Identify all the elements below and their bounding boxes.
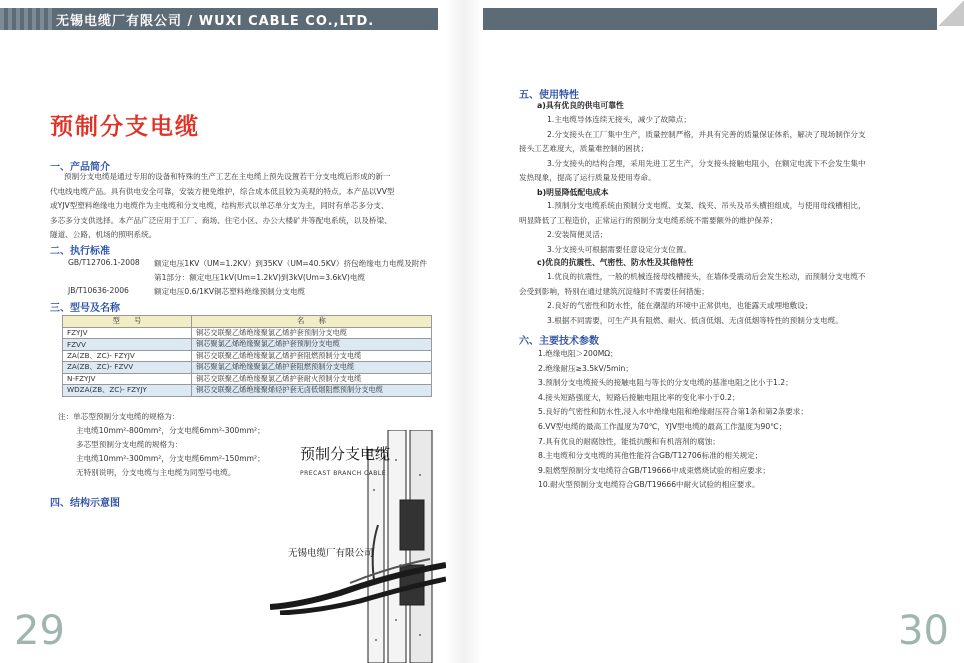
header-stripe [0,8,52,30]
feature-c-body [519,270,914,328]
section-standards-title: 二、执行标准 [50,246,110,257]
feature-line: 3.分支接头的结构合理，采用先进工艺生产，分支接头接触电阻小，在额定电流下不会发生集中 [547,158,866,168]
feature-line: 3.分支接头可根据需要任意设定分支位置。 [547,244,691,254]
feature-line: 接头工艺难度大，质量难控制的困扰； [519,144,649,153]
table-cell-model: ZA(ZB、ZC)- FZYJV [63,350,192,362]
feature-line: 3.根据不同需要，可生产具有阻燃、耐火、低卤低烟、无卤低烟等特性的预制分支电缆。 [547,315,843,325]
feature-line: 1.主电缆导体连续无接头，减少了故障点； [547,115,691,124]
note-line: 主电缆10mm²-800mm²，分支电缆6mm²-300mm²； [76,426,265,435]
list-item: 9.阻燃型预制分支电缆符合GB/T19666中成束燃烧试验的相应要求； [538,465,770,475]
list-item: 10.耐火型预制分支电缆符合GB/T19666中耐火试验的相应要求。 [538,480,760,490]
list-item: 1.绝缘电阻＞200MΩ； [538,349,618,358]
feature-b-title: b)明显降低配电成本 [537,188,609,197]
standard-code: GB/T12706.1-2008 [68,258,140,267]
standard-desc: 额定电压0.6/1KV铜芯塑料绝缘预制分支电缆 [154,287,306,296]
note-line: 多芯型预制分支电缆的规格为： [76,440,183,449]
page-corner-fold [938,0,964,26]
intro-line: 或YJV型塑料绝缘电力电缆作为主电缆和分支电缆，结构形式以单芯单分支为主，同时有单芯多分支、 [50,201,389,210]
section-params-title: 六、主要技术参数 [519,336,599,347]
table-cell-name: 铜芯交联聚乙烯绝缘聚氯乙烯护套耐火预制分支电缆 [192,373,432,385]
intro-line: 代电线电缆产品。具有供电安全可靠，安装方便免维护，综合成本低且较为美观的特点。本产品以VV型 [50,186,395,196]
feature-a-body [519,113,914,186]
feature-line: 1.预制分支电缆系统由预制分支电缆、支架、线夹、吊头及吊头横担组成，与使用母线槽相比， [547,201,866,210]
notes-block [58,410,288,480]
brand-text: 无锡电缆厂有限公司 / WUXI CABLE CO.,LTD. [56,14,375,29]
standard-desc: 第1部分：额定电压1kV(Um=1.2kV)到3kV(Um=3.6kV)电缆 [154,273,366,282]
diagram-subtitle: PRECAST BRANCH CABLE [300,470,387,477]
feature-line: 1.优良的抗震性，一般的机械连接母线槽接头，在墙体受震动后会发生松动，而预制分支电缆不 [547,272,866,281]
table-row [63,373,432,385]
standard-desc: 额定电压1KV（UM=1.2KV）到35KV（UM=40.5KV）挤包绝缘电力电缆及附件 [154,259,427,268]
list-item: 8.主电缆和分支电缆的其他性能符合GB/T12706标准的相关规定； [538,451,763,461]
feature-line: 2.分支接头在工厂集中生产，质量控制严格，并具有完善的质量保证体系，解决了现场制作分支 [547,129,866,139]
feature-a-title: a)具有优良的供电可靠性 [537,101,624,110]
feature-b-body [519,199,914,257]
list-item: 6.VV型电缆的最高工作温度为70℃，YJV型电缆的最高工作温度为90℃； [538,421,787,431]
table-cell-name: 铜芯交联聚乙烯绝缘聚烯烃护套无卤低烟阻燃预制分支电缆 [192,385,432,397]
table-header-cell: 型 号 [63,316,192,328]
standard-code: JB/T10636-2006 [68,286,129,295]
table-cell-model: WDZA(ZB、ZC)- FZYJY [63,385,192,397]
table-row [63,350,432,362]
branch-cable-illustration [270,555,446,615]
table-row [63,362,432,374]
list-item: 4.接头短路强度大，短路后接触电阻比率的变化率小于0.2； [538,392,740,402]
feature-line: 发热现象，提高了运行质量及使用寿命。 [519,173,656,182]
note-line: 主电缆10mm²-300mm²，分支电缆6mm²-150mm²； [76,454,265,463]
params-list [538,347,918,493]
note-line: 注：单芯型预制分支电缆的规格为： [58,412,180,421]
list-item: 3.预制分支电缆接头的接触电阻与等长的分支电缆的基准电阻之比小于1.2； [538,378,793,388]
table-cell-name: 铜芯聚氯乙烯绝缘聚氯乙烯护套阻燃预制分支电缆 [192,362,432,374]
section-features-title: 五、使用特性 [519,90,579,101]
page-number-left: 29 [14,608,65,654]
section-models-title: 三、型号及名称 [50,303,120,314]
table-cell-model: N-FZYJV [63,373,192,385]
feature-line: 会受到影响，特别在通过建筑沉淀缝时不需要任何措施； [519,286,709,296]
table-cell-name: 铜芯交联聚乙烯绝缘聚氯乙烯护套阻燃预制分支电缆 [192,350,432,362]
header-bar-right [483,8,937,30]
intro-paragraph [50,170,440,243]
book-spine [446,0,482,663]
feature-line: 明显降低了工程造价，正常运行的预制分支电缆系统不需要额外的维护保养； [519,215,778,225]
table-header-row [63,316,432,328]
table-row [63,385,432,397]
section-structure-title: 四、结构示意图 [50,498,120,509]
intro-line: 预制分支电缆是通过专用的设备和特殊的生产工艺在主电缆上预先设置若干分支电缆后形成的新一 [64,172,391,181]
table-row [63,327,432,339]
table-cell-model: ZA(ZB、ZC)- FZVV [63,362,192,374]
model-table [62,315,432,397]
list-item: 2.绝缘耐压≥3.5kV/5min； [538,363,633,373]
header-bar-left [0,8,438,30]
table-cell-model: FZYJV [63,327,192,339]
feature-c-title: c)优良的抗震性、气密性、防水性及其他特性 [537,258,694,267]
table-cell-name: 铜芯聚氯乙烯绝缘聚氯乙烯护套预制分支电缆 [192,339,432,351]
diagram-company: 无锡电缆厂有限公司 [288,548,374,559]
feature-line: 2.良好的气密性和防水性，能在潮湿的环境中正常供电，也能露天或埋地敷设； [547,301,813,310]
diagram-title: 预制分支电缆 [300,445,391,463]
table-cell-name: 铜芯交联聚乙烯绝缘聚氯乙烯护套预制分支电缆 [192,327,432,339]
intro-line: 隧道、公路、机场的照明系统。 [50,230,157,239]
table-row [63,339,432,351]
table-cell-model: FZVV [63,339,192,351]
intro-line: 多芯多分支供选择。本产品广泛应用于工厂、商场、住宅小区、办公大楼矿井等配电系统，以及桥梁、 [50,215,392,225]
page-title: 预制分支电缆 [50,114,200,140]
note-line: 无特别说明，分支电缆与主电缆为同型号电缆。 [76,468,236,477]
list-item: 7.具有优良的耐腐蚀性，能抵抗酸和有机溶剂的腐蚀； [538,436,720,446]
feature-line: 2.安装简便灵活； [547,230,608,239]
section-intro-title: 一、产品简介 [50,162,110,173]
list-item: 5.良好的气密性和防水性,浸入水中绝缘电阻和绝缘耐压符合第1条和第2条要求； [538,407,808,417]
table-header-cell: 名 称 [192,316,432,328]
page-number-right: 30 [898,608,949,654]
